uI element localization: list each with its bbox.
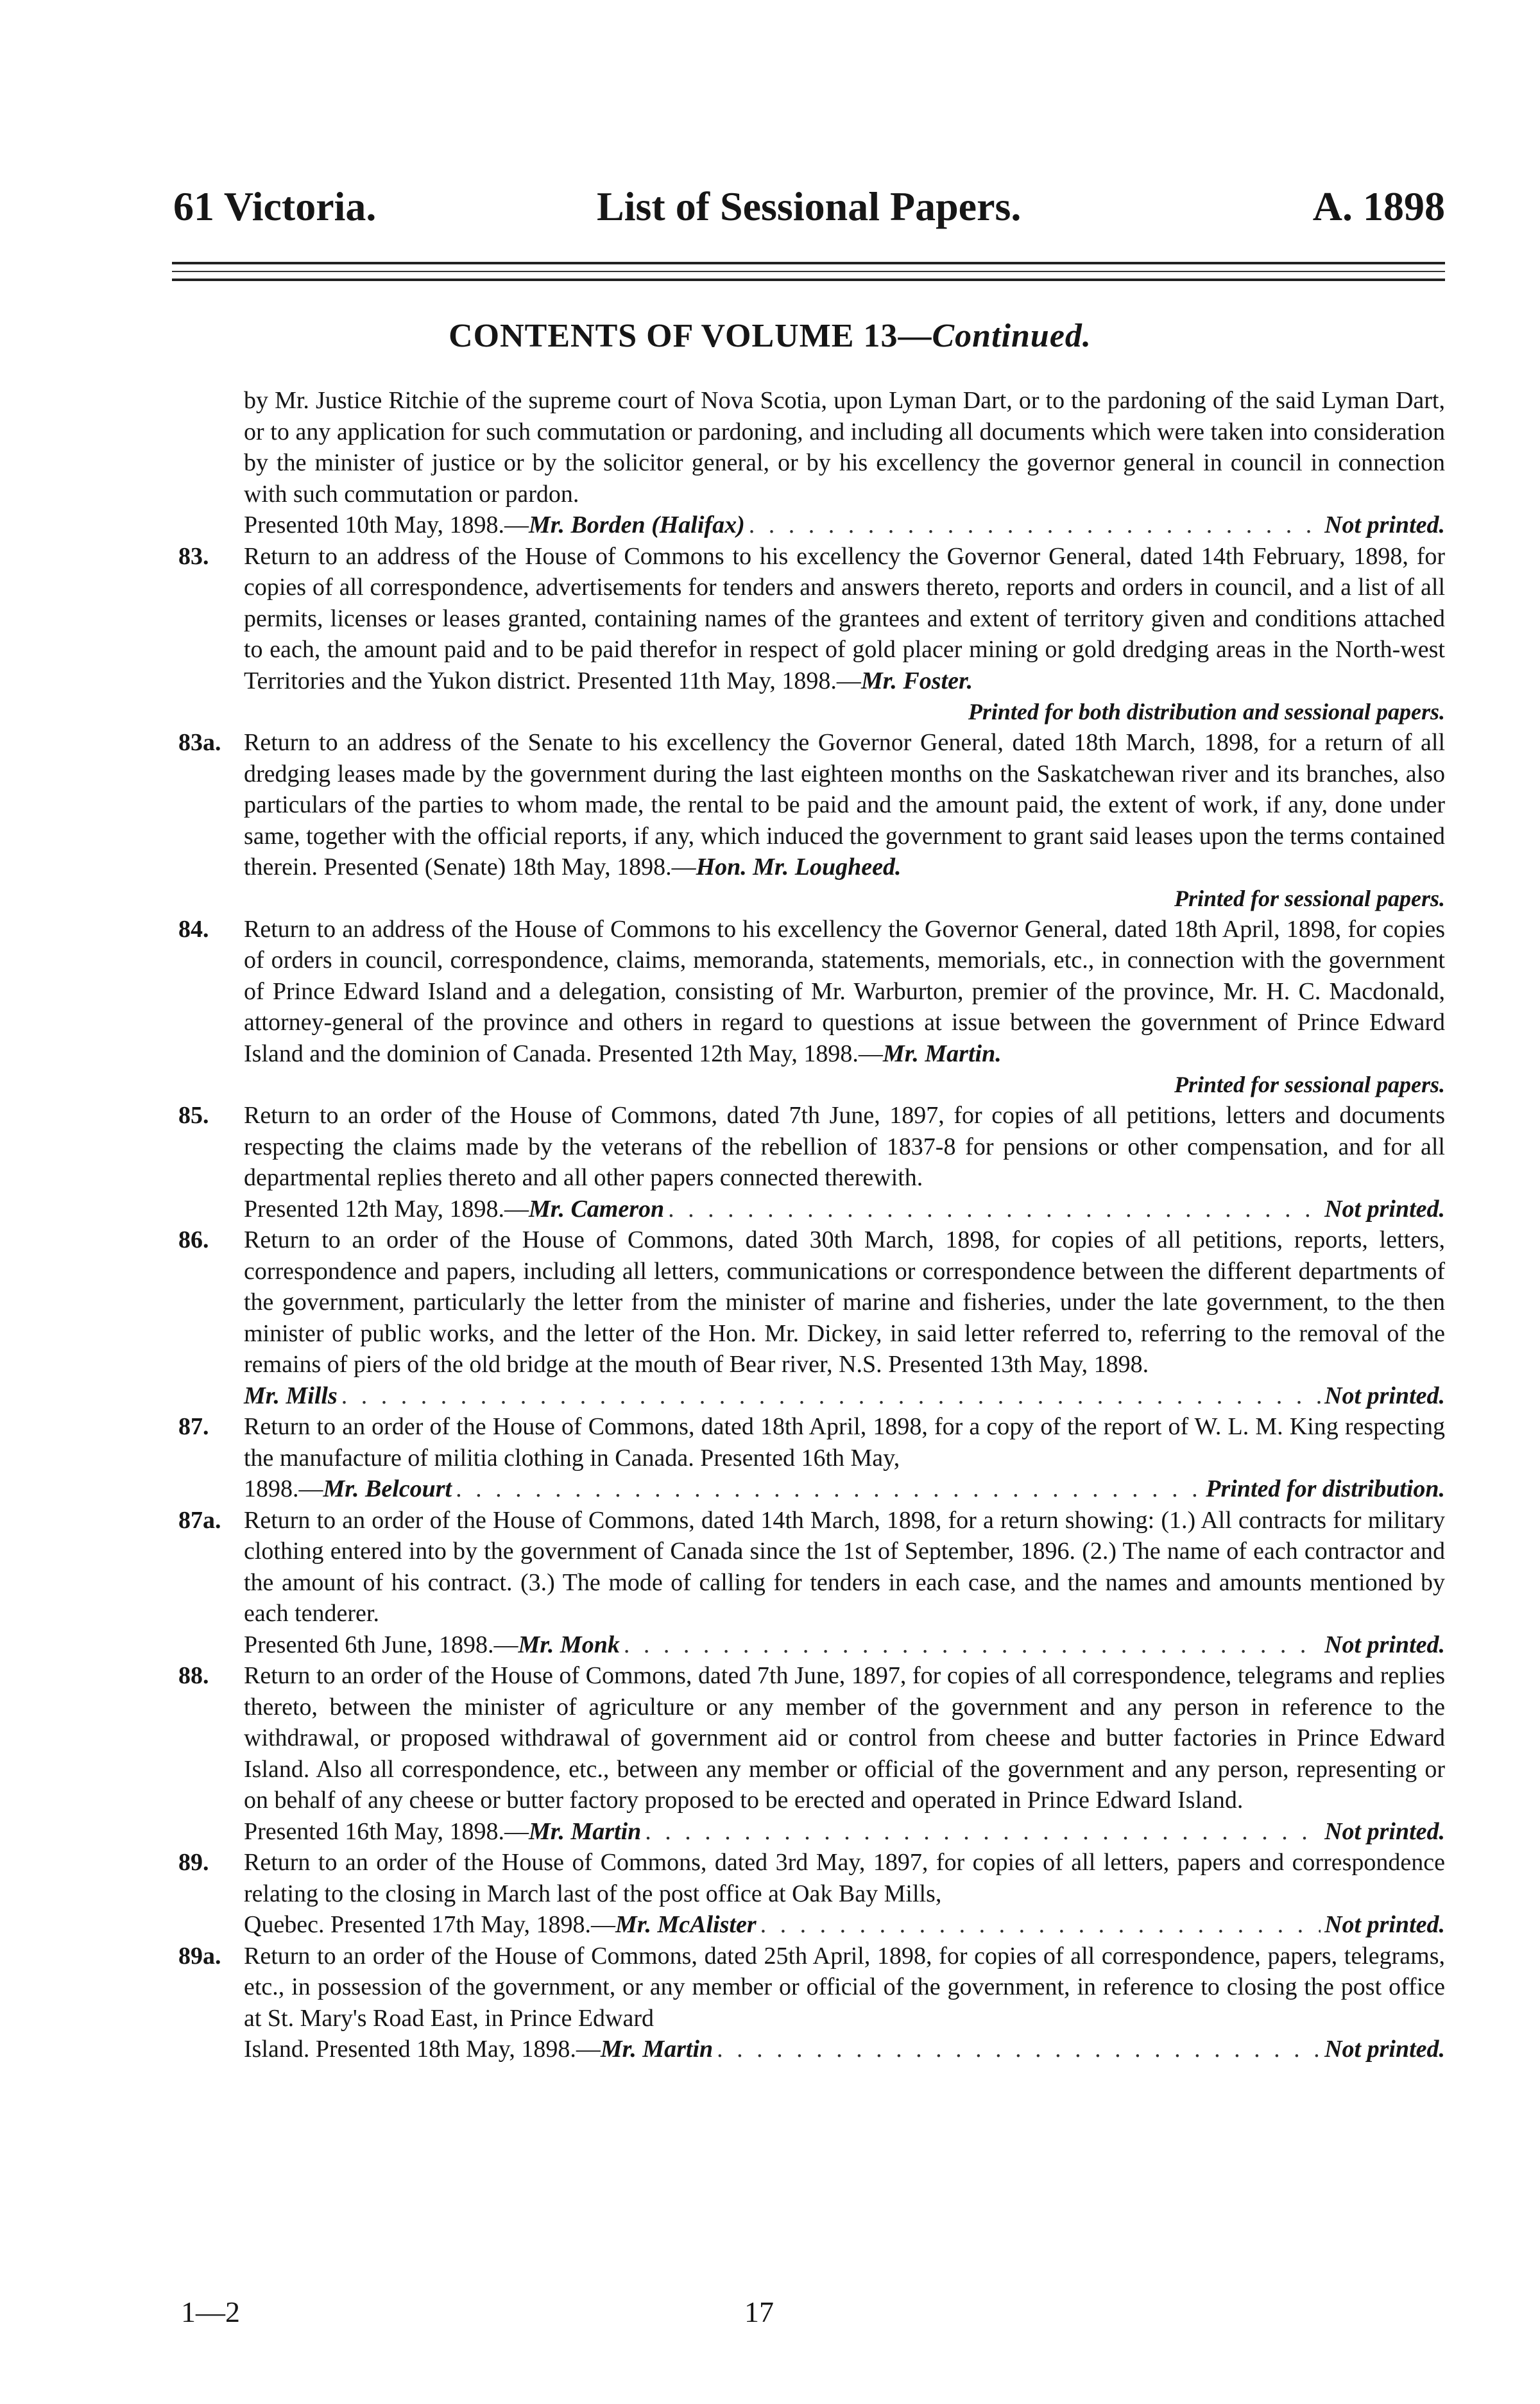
entry-presented: Presented 10th May, 1898.— (244, 511, 529, 538)
leader-dots (624, 1629, 1321, 1661)
continuation-entry (172, 385, 1445, 510)
entry-status: Not printed. (1324, 2036, 1445, 2063)
entry-tail (172, 1473, 1445, 1505)
entry-number: 87. (178, 1413, 209, 1440)
entry-presented: 1898.— (244, 1475, 323, 1502)
leader-dots (717, 2034, 1321, 2065)
entry-text: Return to an order of the House of Commons, dated 3rd May, 1897, for copies of all letters, papers and correspondence relating to the closing in March last of the post office at Oak Bay Mills, (244, 1849, 1445, 1907)
entry-tail (172, 2034, 1445, 2065)
entry-text: Return to an order of the House of Commons, dated 30th March, 1898, for copies of all petitions, reports, letters, correspondence and papers, including all letters, communications or correspondence between the different departments of the government, particularly the letter from the minister of marine and fisheries, under the late government, to the then minister of public works, and the letter of the Hon. Mr. Dickey, in said letter referred to, referring to the removal of the remains of piers of the old bridge at the mouth of Bear river, N.S. Presented 13th May, 1898. (244, 1226, 1445, 1378)
entry-tail (172, 1194, 1445, 1225)
entry-text: Return to an order of the House of Commons, dated 7th June, 1897, for copies of all petitions, letters and documents respecting the claims made by the veterans of the rebellion of 1837-8 for pensions or other compensation, and for all departmental replies thereto and all other papers connected therewith. (244, 1102, 1445, 1191)
entry-tail (172, 1909, 1445, 1941)
entry-presented: Presented 16th May, 1898.— (244, 1817, 529, 1845)
entry-text: Return to an address of the House of Commons to his excellency the Governor General, dated 18th April, 1898, for copies of orders in council, correspondence, claims, memoranda, statements, memorials, etc., in connection with the government of Prince Edward Island and a delegation, consisting of Mr. Warburton, premier of the province, Mr. H. C. Macdonald, attorney-general of the province and others in regard to questions at issue between the government of Prince Edward Island and the dominion of Canada. Presented 12th May, 1898.— (244, 915, 1445, 1067)
leader-dots (341, 1380, 1321, 1412)
entry-member: Mr. McAlister (615, 1911, 757, 1938)
entry-presented: Presented 12th May, 1898.— (244, 1195, 529, 1223)
entry-number: 88. (178, 1662, 209, 1689)
entry-87 (172, 1411, 1445, 1473)
entry-status: Not printed. (1324, 1382, 1445, 1409)
leader-dots (749, 510, 1321, 541)
entry-tail (172, 1629, 1445, 1661)
entry-83a (172, 727, 1445, 883)
entry-text: by Mr. Justice Ritchie of the supreme court of Nova Scotia, upon Lyman Dart, or to the pardoning of the said Lyman Dart, or to any application for such commutation or pardoning, and including all documents which were taken into consideration by the minister of justice or by the solicitor general, or by his excellency the governor general in council in connection with such commutation or pardon. (244, 387, 1445, 508)
entry-tail (172, 1380, 1445, 1412)
entry-number: 89. (178, 1849, 209, 1876)
entry-status: Printed for sessional papers. (1174, 885, 1445, 911)
entry-status: Not printed. (1324, 1817, 1445, 1845)
leader-dots (760, 1909, 1321, 1941)
entry-text: Return to an order of the House of Commons, dated 7th June, 1897, for copies of all correspondence, telegrams and replies thereto, between the minister of agriculture or any member of the government and any person in reference to the withdrawal, or proposed withdrawal of government aid or control from cheese and butter factories in Prince Edward Island. Also all correspondence, etc., between any member or official of the government and any person, representing or on behalf of any cheese or butter factory proposed to be erected and operated in Prince Edward Island. (244, 1662, 1445, 1814)
entry-87a (172, 1505, 1445, 1629)
entry-number: 85. (178, 1102, 209, 1129)
entry-status: Not printed. (1324, 1911, 1445, 1938)
header-left: 61 Victoria. (173, 184, 377, 229)
contents-title-continued: Continued. (932, 318, 1091, 354)
entry-member: Mr. Martin (528, 1817, 642, 1845)
entry-member: Mr. Cameron (528, 1195, 665, 1223)
entry-status: Not printed. (1324, 1631, 1445, 1658)
entry-member: Mr. Mills (244, 1382, 338, 1409)
entry-member: Hon. Mr. Lougheed. (696, 854, 902, 880)
header-rule-bottom (172, 279, 1445, 281)
leader-dots (456, 1473, 1202, 1505)
leader-dots (668, 1194, 1321, 1225)
entry-presented: Presented 6th June, 1898.— (244, 1631, 518, 1658)
entry-member: Mr. Belcourt (323, 1475, 452, 1502)
page-number: 17 (744, 2296, 774, 2328)
entry-number: 84. (178, 915, 209, 943)
entry-tail (172, 510, 1445, 541)
entry-text: Return to an address of the House of Commons to his excellency the Governor General, dated 14th February, 1898, for copies of all correspondence, advertisements for tenders and answers thereto, reports and orders in council, and a list of all permits, licenses or leases granted, containing names of the grantees and extent of territory given and conditions attached to each, the amount paid and to be paid therefor in respect of gold placer mining or gold dredging areas in the North-west Territories and the Yukon district. Presented 11th May, 1898.— (244, 542, 1445, 694)
page-title: List of Sessional Papers. (597, 184, 1022, 229)
entry-text: Return to an order of the House of Commons, dated 14th March, 1898, for a return showing: (1.) All contracts for military clothing entered into by the government of Canada since the 1st of September, 1896. (2.) The name of each contractor and the amount of his contract. (3.) The mode of calling for tenders in each case, and the names and amounts mentioned by each tenderer. (244, 1506, 1445, 1627)
contents-title-main: CONTENTS OF VOLUME 13— (449, 318, 932, 354)
entry-member: Mr. Borden (Halifax) (528, 511, 745, 538)
entry-number: 89a. (178, 1942, 221, 1970)
leader-dots (645, 1816, 1321, 1848)
entry-86 (172, 1224, 1445, 1380)
entry-89a (172, 1941, 1445, 2034)
entry-member: Mr. Monk (518, 1631, 620, 1658)
entry-85 (172, 1100, 1445, 1194)
entry-status: Printed for sessional papers. (1174, 1072, 1445, 1097)
entry-number: 83. (178, 542, 209, 570)
entry-number: 87a. (178, 1506, 221, 1534)
header-rule-top (172, 262, 1445, 264)
entry-89 (172, 1847, 1445, 1909)
entry-member: Mr. Martin (600, 2036, 714, 2063)
entry-84 (172, 914, 1445, 1070)
entry-88 (172, 1660, 1445, 1816)
entry-number: 83a. (178, 729, 221, 756)
header-right: A. 1898 (1312, 184, 1445, 229)
entry-status: Not printed. (1324, 1195, 1445, 1223)
entry-member: Mr. Martin. (882, 1040, 1002, 1067)
contents-body (172, 385, 1445, 2065)
entry-status: Printed for distribution. (1206, 1475, 1445, 1502)
contents-title (0, 320, 1540, 353)
entry-text: Return to an order of the House of Commons, dated 18th April, 1898, for a copy of the report of W. L. M. King respecting the manufacture of militia clothing in Canada. Presented 16th May, (244, 1413, 1445, 1472)
entry-presented: Quebec. Presented 17th May, 1898.— (244, 1911, 616, 1938)
entry-83 (172, 541, 1445, 697)
entry-status: Printed for both distribution and sessional papers. (968, 699, 1445, 725)
header-rule-middle (172, 271, 1445, 272)
entry-member: Mr. Foster. (860, 667, 973, 694)
entry-text: Return to an address of the Senate to his excellency the Governor General, dated 18th March, 1898, for a return of all dredging leases made by the government during the last eighteen months on the Saskatchewan river and its branches, also particulars of the parties to whom made, the rental to be paid and the amount paid, the extent of work, if any, done under same, together with the official reports, if any, which induced the government to grant said leases upon the terms contained therein. Presented (Senate) 18th May, 1898.— (244, 729, 1445, 880)
entry-presented: Island. Presented 18th May, 1898.— (244, 2036, 601, 2063)
entry-number: 86. (178, 1226, 209, 1253)
entry-tail (172, 1816, 1445, 1848)
entry-text: Return to an order of the House of Commons, dated 25th April, 1898, for copies of all correspondence, papers, telegrams, etc., in possession of the government, or any member or official of the government, in reference to closing the post office at St. Mary's Road East, in Prince Edward (244, 1942, 1445, 2032)
entry-status: Not printed. (1324, 511, 1445, 538)
footer-signature: 1—2 (181, 2296, 240, 2328)
